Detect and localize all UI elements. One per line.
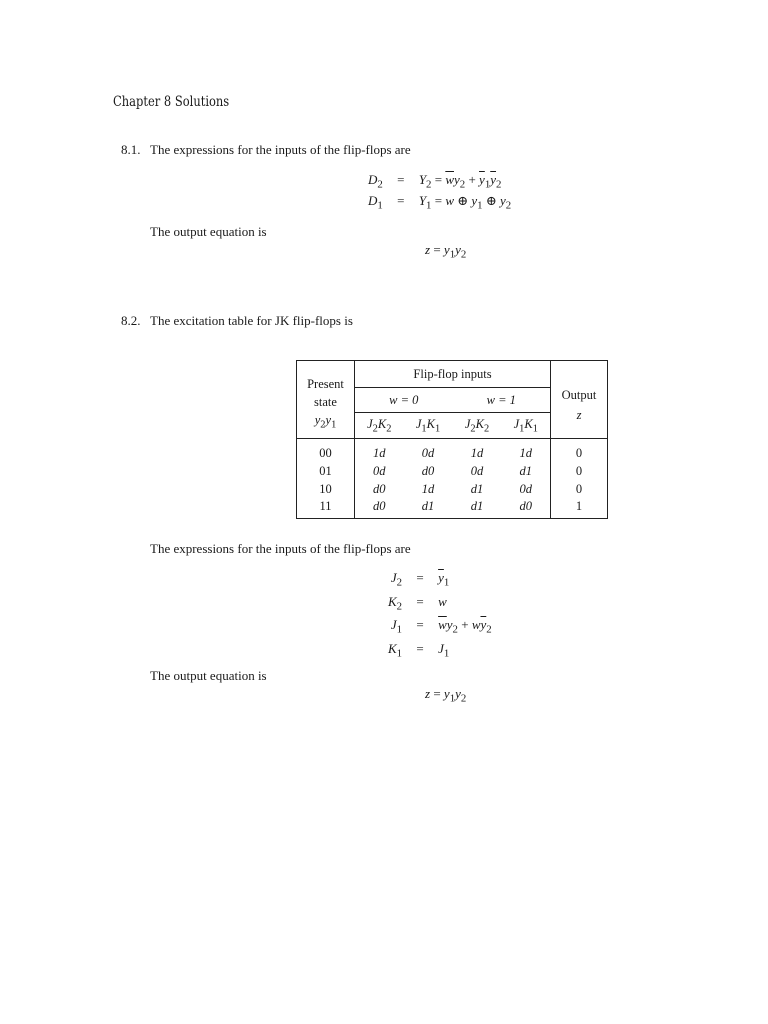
state-cell: 01 bbox=[297, 463, 355, 481]
section-8-1-intro: The expressions for the inputs of the flip-flops are bbox=[150, 142, 411, 157]
table-cell: d0 bbox=[373, 499, 386, 514]
section-number-8-1: 8.1. bbox=[121, 142, 141, 157]
state-cell: 10 bbox=[297, 481, 355, 499]
eq-rhs-j2: $\overline{y}_1$ bbox=[438, 570, 450, 589]
state-cell: 00 bbox=[297, 439, 355, 463]
eq-equals: = bbox=[416, 570, 424, 585]
table-cell: d1 bbox=[470, 499, 484, 514]
eq-equals: = bbox=[416, 640, 424, 656]
table-row bbox=[297, 439, 608, 463]
state-cell: 11 bbox=[297, 499, 355, 519]
table-cell: 1d bbox=[421, 482, 435, 496]
eq-equals: = bbox=[416, 593, 424, 609]
section-8-1-output-label: The output equation is bbox=[150, 224, 267, 239]
eq-equals: = bbox=[416, 617, 424, 633]
equation-block-8-1 bbox=[368, 172, 511, 211]
w1-header: w = 1 bbox=[486, 392, 516, 407]
table-row bbox=[297, 481, 608, 499]
section-8-2-intro: The excitation table for JK flip-flops is bbox=[150, 313, 353, 328]
table-cell: 0d bbox=[519, 482, 532, 496]
col-head-j2k2: $J_2K_2$ bbox=[453, 413, 502, 439]
w0-header: w = 0 bbox=[389, 392, 419, 407]
eq-rhs-d2: $Y_2 = \overline{w}y_2 + \overline{y}_1\overline{y}_2$ bbox=[418, 172, 502, 191]
eq-rhs-j1: $\overline{w}y_2 + w\overline{y}_2$ bbox=[438, 617, 492, 636]
output-header: Output z bbox=[551, 361, 608, 439]
table-cell: d1 bbox=[470, 482, 484, 496]
table-cell: d1 bbox=[421, 499, 435, 514]
table-cell: d0 bbox=[421, 464, 435, 478]
equation-block-8-2 bbox=[388, 570, 492, 659]
section-number-8-2: 8.2. bbox=[121, 313, 141, 328]
table-cell: 0d bbox=[470, 464, 484, 478]
table-cell: 0d bbox=[404, 439, 453, 463]
eq-rhs-d1: $Y_1 = w$ ⊕ $y_1$ ⊕ $y_2$ bbox=[418, 192, 512, 212]
eq-lhs-d2: $D_2$ bbox=[368, 172, 383, 191]
eq-equals: = bbox=[397, 192, 405, 208]
table-cell: d0 bbox=[373, 482, 386, 496]
eq-lhs-k1: $K_1$ bbox=[388, 640, 403, 660]
col-head-j2k2: $J_2K_2$ bbox=[355, 413, 404, 439]
eq-lhs-j1: $J_1$ bbox=[390, 617, 403, 636]
output-cell: 0 bbox=[551, 481, 608, 499]
output-cell: 0 bbox=[551, 439, 608, 463]
output-equation-8-1: $z = y_1y_2$ bbox=[425, 242, 467, 261]
eq-equals: = bbox=[397, 172, 405, 187]
section-8-2-intro2: The expressions for the inputs of the flip-flops are bbox=[150, 541, 411, 556]
table-cell: 1d bbox=[502, 439, 551, 463]
eq-lhs-k2: $K_2$ bbox=[388, 593, 403, 613]
present-state-header: Present state $y_2y_1$ bbox=[297, 361, 355, 439]
eq-rhs-k2: w bbox=[438, 593, 447, 609]
eq-lhs-d1: $D_1$ bbox=[368, 192, 383, 212]
table-cell: d0 bbox=[519, 499, 532, 514]
flipflop-inputs-header: Flip-flop inputs bbox=[355, 361, 551, 388]
table-row bbox=[297, 463, 608, 481]
output-equation-8-2: $z = y_1y_2$ bbox=[425, 686, 467, 705]
section-8-2-output-label: The output equation is bbox=[150, 668, 267, 683]
page-title: Chapter 8 Solutions bbox=[113, 94, 230, 110]
col-head-j1k1: $J_1K_1$ bbox=[404, 413, 453, 439]
table-cell: 1d bbox=[355, 439, 404, 463]
table-row bbox=[297, 499, 608, 519]
eq-rhs-k1: $J_1$ bbox=[438, 640, 450, 660]
output-cell: 1 bbox=[551, 499, 608, 519]
eq-lhs-j2: $J_2$ bbox=[390, 570, 403, 589]
output-cell: 0 bbox=[551, 463, 608, 481]
table-cell: 0d bbox=[373, 464, 386, 478]
excitation-table bbox=[296, 360, 608, 519]
table-cell: d1 bbox=[519, 464, 532, 478]
col-head-j1k1: $J_1K_1$ bbox=[502, 413, 551, 439]
table-cell: 1d bbox=[453, 439, 502, 463]
